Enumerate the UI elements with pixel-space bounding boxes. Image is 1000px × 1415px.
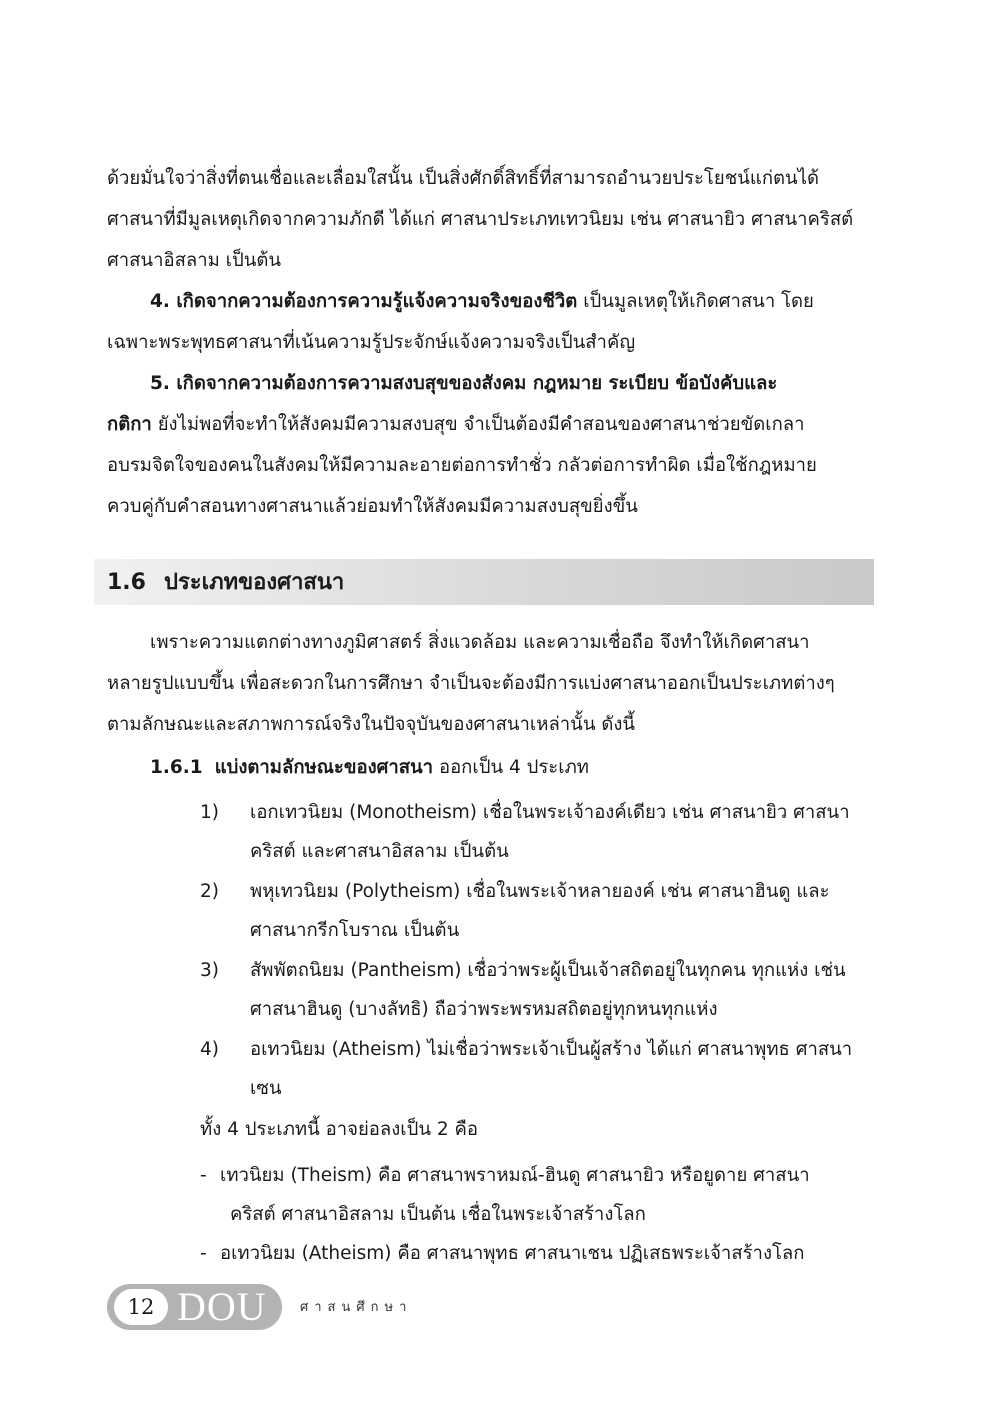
section-title: ประเภทของศาสนา [163,570,345,595]
cause-5-paragraph [107,363,882,527]
cause-5-heading-2: กติกา [107,414,152,435]
list-item-line-2: คริสต์ และศาสนาอิสลาม เป็นต้น [250,841,509,862]
section-para-line-1: เพราะความแตกต่างทางภูมิศาสตร์ สิ่งแวดล้อม และความเชื่อถือ จึงทำให้เกิดศาสนา [150,632,810,653]
cause-5-line-3: อบรมจิตใจของคนในสังคมให้มีความละอายต่อการทำชั่ว กลัวต่อการทำผิด เมื่อใช้กฎหมาย [107,455,817,476]
group-item-line-1: อเทวนิยม (Atheism) คือ ศาสนาพุทธ ศาสนาเชน ปฏิเสธพระเจ้าสร้างโลก [220,1243,805,1264]
cause-4-line-2: เฉพาะพระพุทธศาสนาที่เน้นความรู้ประจักษ์แจ้งความจริงเป็นสำคัญ [107,332,636,353]
group-item [200,1234,882,1273]
cause-5-heading-1: 5. เกิดจากความต้องการความสงบสุขของสังคม กฎหมาย ระเบียบ ข้อบังคับและ [150,373,778,394]
list-marker: 4) [200,1039,219,1060]
list-item [200,951,882,1029]
summary-line: ทั้ง 4 ประเภทนี้ อาจย่อลงเป็น 2 คือ [200,1119,479,1140]
intro-line-3: ศาสนาอิสลาม เป็นต้น [107,250,282,271]
cause-5-text-1: ยังไม่พอที่จะทำให้สังคมมีความสงบสุข จำเป็นต้องมีคำสอนของศาสนาช่วยขัดเกลา [151,414,805,435]
cause-5-line-4: ควบคู่กับคำสอนทางศาสนาแล้วย่อมทำให้สังคมมีความสงบสุขยิ่งขึ้น [107,496,638,517]
section-number: 1.6 [107,570,146,595]
cause-5-line-2 [107,404,882,445]
cause-4-line-1 [107,281,882,322]
cause-4-heading: 4. เกิดจากความต้องการความรู้แจ้งความจริงของชีวิต [150,291,578,312]
brand-logo: DOU [177,1284,267,1329]
list-item [200,1030,882,1108]
dash-marker: - [200,1165,207,1186]
list-marker: 2) [200,881,219,902]
section-paragraph [107,622,882,745]
subsection-heading [150,747,589,788]
dash-marker: - [200,1243,207,1264]
section-para-line-3: ตามลักษณะและสภาพการณ์จริงในปัจจุบันของศาสนาเหล่านั้น ดังนี้ [107,714,636,735]
intro-line-2: ศาสนาที่มีมูลเหตุเกิดจากความภักดี ได้แก่ ศาสนาประเภทเทวนิยม เช่น ศาสนายิว ศาสนาคริสต์ [107,209,854,230]
course-name: ศาสนศึกษา [300,1300,413,1315]
group-item [200,1156,882,1234]
list-item-line-2: ศาสนาฮินดู (บางลัทธิ) ถือว่าพระพรหมสถิตอยู่ทุกหนทุกแห่ง [250,999,718,1020]
list-item-line-1: สัพพัตถนิยม (Pantheism) เชื่อว่าพระผู้เป็นเจ้าสถิตอยู่ในทุกคน ทุกแห่ง เช่น [250,960,846,981]
list-item-line-1: เอกเทวนิยม (Monotheism) เชื่อในพระเจ้าองค์เดียว เช่น ศาสนายิว ศาสนา [250,802,850,823]
subsection-suffix: ออกเป็น 4 ประเภท [433,757,589,778]
footer-badge [107,1284,282,1330]
group-item-line-2: คริสต์ ศาสนาอิสลาม เป็นต้น เชื่อในพระเจ้าสร้างโลก [230,1204,646,1225]
list-marker: 1) [200,802,219,823]
intro-paragraph [107,158,882,281]
page-number: 12 [114,1289,168,1325]
list-marker: 3) [200,960,219,981]
section-para-line-2: หลายรูปแบบขึ้น เพื่อสะดวกในการศึกษา จำเป็นจะต้องมีการแบ่งศาสนาออกเป็นประเภทต่างๆ [107,673,835,694]
list-item-line-2: ศาสนากรีกโบราณ เป็นต้น [250,920,460,941]
intro-line-1: ด้วยมั่นใจว่าสิ่งที่ตนเชื่อและเลื่อมใสนั้น เป็นสิ่งศักดิ์สิทธิ์ที่สามารถอำนวยประโยชน์แก่ตนได้ [107,168,820,189]
list-item [200,793,882,871]
list-item-line-1: พหุเทวนิยม (Polytheism) เชื่อในพระเจ้าหลายองค์ เช่น ศาสนาฮินดู และ [250,881,830,902]
subsection-title: แบ่งตามลักษณะของศาสนา [214,757,434,778]
list-item [200,872,882,950]
cause-4-paragraph [107,281,882,363]
subsection-number: 1.6.1 [150,757,203,778]
group-item-line-1: เทวนิยม (Theism) คือ ศาสนาพราหมณ์-ฮินดู ศาสนายิว หรือยูดาย ศาสนา [220,1165,810,1186]
cause-4-text-1: เป็นมูลเหตุให้เกิดศาสนา โดย [577,291,814,312]
list-item-line-1: อเทวนิยม (Atheism) ไม่เชื่อว่าพระเจ้าเป็นผู้สร้าง ได้แก่ ศาสนาพุทธ ศาสนา [250,1039,853,1060]
list-item-line-2: เซน [250,1078,282,1099]
section-heading [107,566,344,600]
